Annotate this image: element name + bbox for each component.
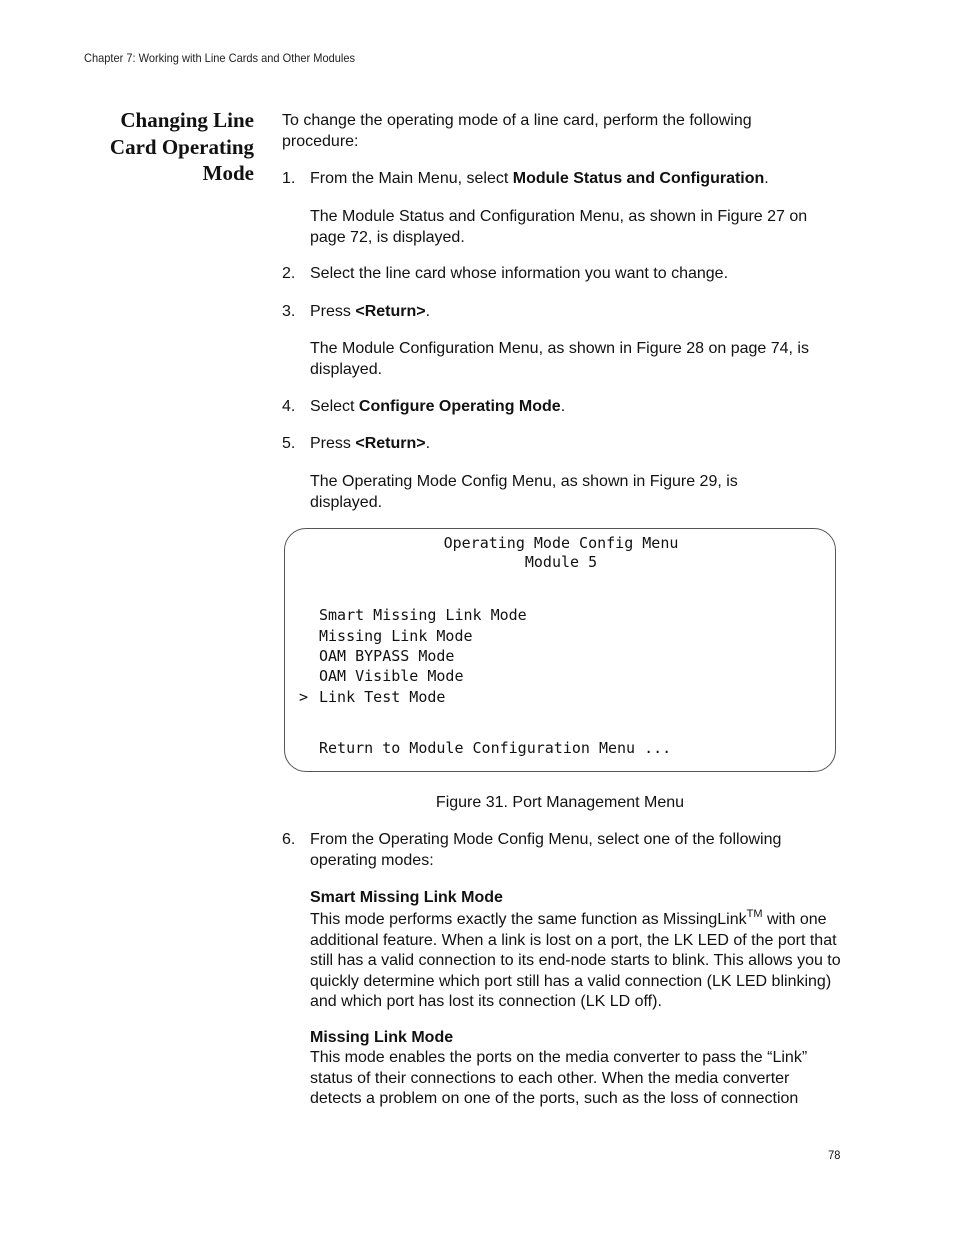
intro-paragraph: To change the operating mode of a line card, perform the following procedure: [282, 112, 752, 150]
step-text: From the Operating Mode Config Menu, select one of the following operating modes: [310, 831, 782, 869]
mode-description: This mode performs exactly the same function as MissingLink™ with one additional feature. When a link is lost on a port, the LK LED of the port that still has a valid connection to its end-node starts to blink. This allows you to quickly determine which port still has a valid connection (LK LED blinking) and which port has lost its connection (LK LD off). [310, 908, 841, 1010]
mode-description: This mode enables the ports on the media converter to pass the “Link” status of their connections to each other. When the media converter detects a problem on one of the ports, such as the loss of connection [310, 1049, 808, 1107]
step-number: 6. [282, 831, 296, 848]
step-emphasis: Configure Operating Mode [358, 398, 561, 415]
page-number: 78 [827, 1148, 840, 1162]
menu-item[interactable]: Missing Link Mode [319, 627, 473, 645]
section-heading [54, 107, 254, 187]
menu-item[interactable]: OAM Visible Mode [319, 667, 464, 685]
mode-subheading: Missing Link Mode [310, 1029, 454, 1046]
menu-item-selected[interactable]: Link Test Mode [319, 688, 446, 706]
mode-subheading: Smart Missing Link Mode [310, 889, 503, 906]
step-number: 4. [282, 398, 296, 415]
figure-caption: Figure 31. Port Management Menu [435, 794, 685, 811]
menu-subtitle: Module 5 [524, 553, 598, 571]
step-emphasis: Module Status and Configuration [512, 170, 765, 187]
trademark-superscript: TM [746, 908, 763, 920]
step-result-note: The Operating Mode Config Menu, as shown in Figure 29, is displayed. [310, 473, 738, 511]
menu-item[interactable]: OAM BYPASS Mode [319, 647, 455, 665]
running-header: Chapter 7: Working with Line Cards and Other Modules [84, 51, 356, 65]
section-heading-line: Card Operating [109, 134, 254, 159]
menu-item[interactable]: Smart Missing Link Mode [319, 606, 527, 624]
step-text: Press <Return>. [310, 303, 431, 320]
step-text: Select Configure Operating Mode. [310, 398, 566, 415]
step-result-note: The Module Status and Configuration Menu, as shown in Figure 27 on page 72, is displayed. [310, 208, 808, 246]
step-number: 5. [282, 435, 296, 452]
step-number: 2. [282, 265, 296, 282]
section-heading-line: Changing Line [120, 108, 254, 132]
menu-selection-cursor: > [299, 688, 309, 706]
terminal-screen-figure [284, 528, 836, 772]
step-result-note: The Module Configuration Menu, as shown in Figure 28 on page 74, is displayed. [310, 340, 809, 378]
step-number: 1. [282, 170, 296, 187]
step-text: From the Main Menu, select Module Status and Configuration. [310, 170, 769, 187]
step-emphasis: <Return> [355, 303, 426, 320]
menu-return-item[interactable]: Return to Module Configuration Menu ... [319, 739, 672, 757]
menu-title: Operating Mode Config Menu [443, 534, 679, 552]
step-number: 3. [282, 303, 296, 320]
step-text: Select the line card whose information you want to change. [310, 265, 729, 282]
step-emphasis: <Return> [355, 435, 426, 452]
step-text: Press <Return>. [310, 435, 431, 452]
section-heading-line: Mode [202, 161, 254, 185]
